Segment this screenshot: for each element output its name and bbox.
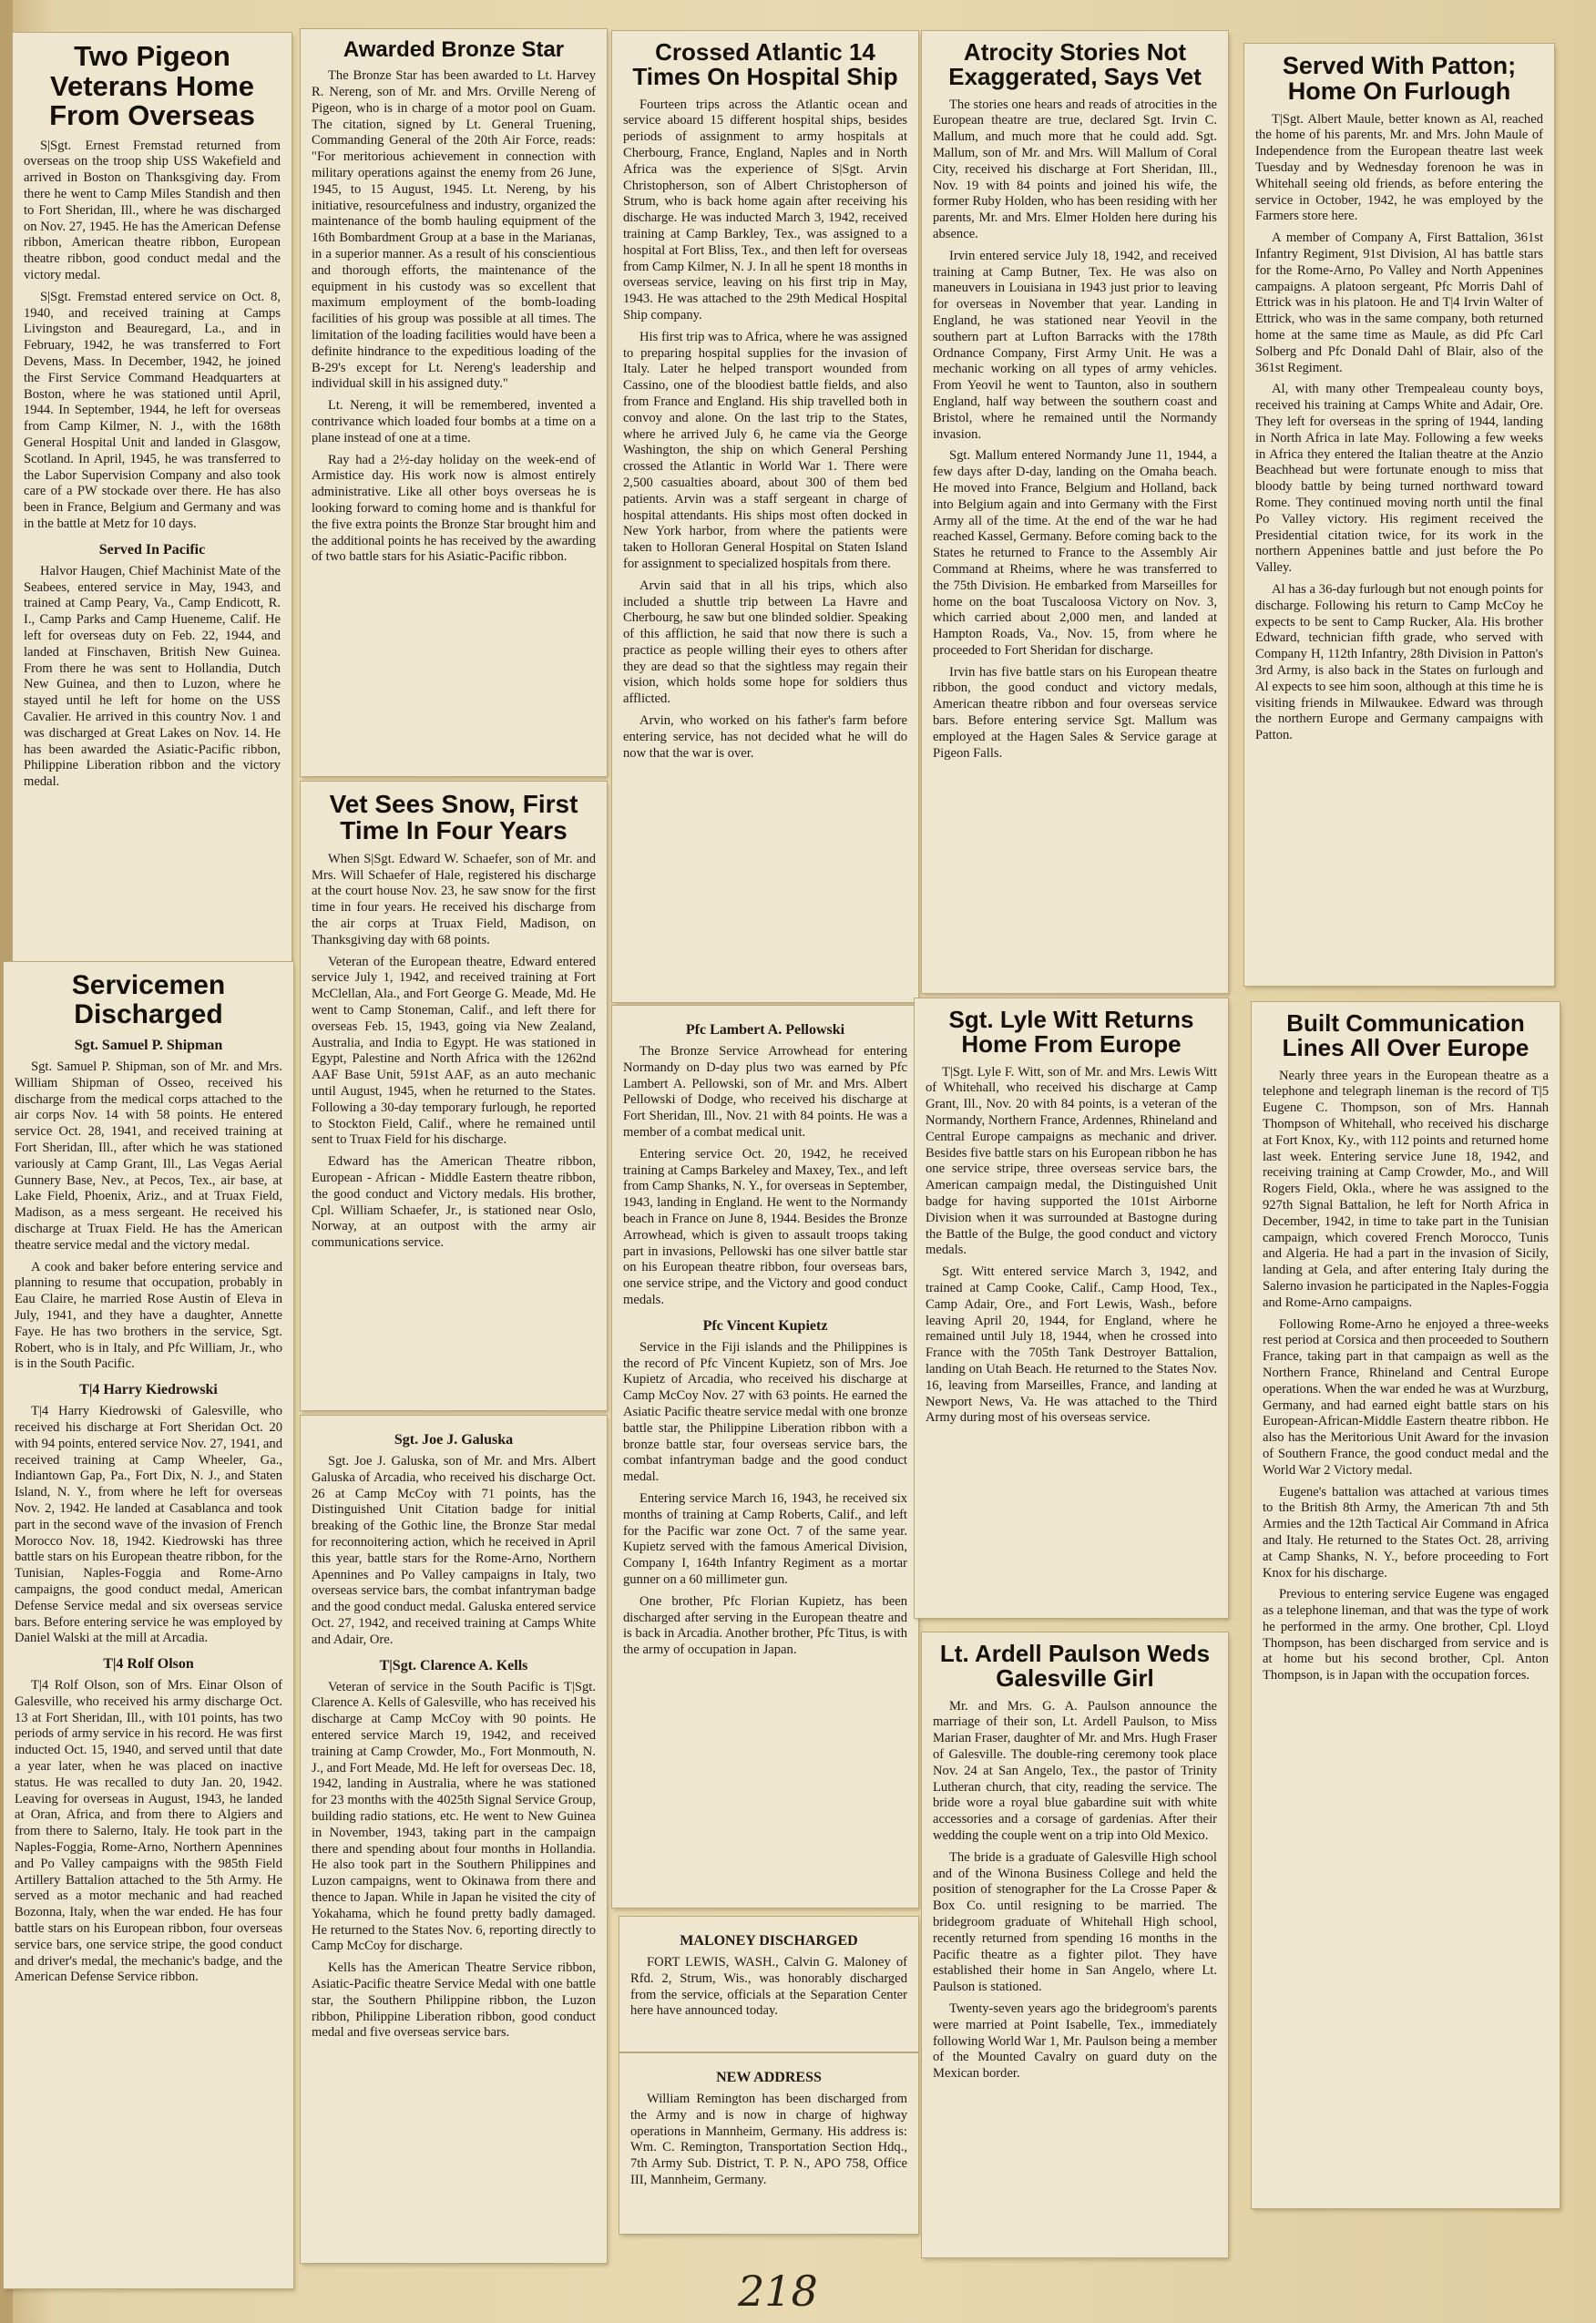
paragraph: Lt. Nereng, it will be remembered, invented a contrivance which loaded four bombs at a time on a plane instead of one at a time. <box>312 398 596 445</box>
headline: Awarded Bronze Star <box>343 37 565 62</box>
paragraph: The stories one hears and reads of atrocities in the European theatre are true, declared Sgt. Irvin C. Mallum, and much more that he could add. Sgt. Mallum, son of Mr. and Mrs. Will Mallum of Coral City, received his discharge at Fort Sheridan, Ill., Nov. 19 with 84 points and joined his wife, the former Ruby Holden, who has been residing with her parents, Mr. and Mrs. Elmer Holden here during his absence. <box>933 97 1217 241</box>
headline: Servicemen Discharged <box>71 970 226 1029</box>
subheading: Pfc Lambert A. Pellowski <box>685 1022 845 1038</box>
paragraph: The Bronze Service Arrowhead for entering Normandy on D-day plus two was earned by Pfc Lambert A. Pellowski, son of Mr. and Mrs. Albert Pellowski of Dodge, who received his discharge at Fort Sheridan, Ill., Nov. 21 with 84 points. He was a member of a combat medical unit. <box>623 1044 907 1140</box>
paragraph: S|Sgt. Fremstad entered service on Oct. 8, 1940, and received training at Camps Livingston and Beauregard, La., and in February, 1942, he was transferred to Fort Devens, Mass. In December, 1942, he joined the First Service Command Headquarters at Boston, where he was stationed until April, 1944. In September, 1944, he left for overseas from Camp Kilmer, N. J., with the 168th General Hospital Unit and landed in Glasgow, Scotland. In April, 1945, he was transferred to the Labor Supervision Company and also took care of a PW stockade over there. He has also been in France, Belgium and Germany and was in the battle at Metz for 10 days. <box>24 289 281 531</box>
subheading: T|4 Harry Kiedrowski <box>79 1382 218 1398</box>
paragraph: The Bronze Star has been awarded to Lt. Harvey R. Nereng, son of Mr. and Mrs. Orville Nereng of Pigeon, who is in charge of a motor pool on Guam. The citation, signed by Lt. General Truening, Commanding General of the 20th Air Force, reads: "For meritorious achievement in connection with military operations against the enemy from 26 June, 1945, to 15 August, 1945. Lt. Nereng, by his initiative, resourcefulness and industry, organized the maintenance of the bomb hauling equipment of the 16th Bombardment Group at a base in the Marianas, in a superior manner. As a result of his conscientious and thorough efforts, the maintenance of the equipment in his custody was so excellent that maximum employment of the bomb-loading facilities of his group was possible at all times. The limitation of the loading facilities would have been a definite hindrance to the expeditious loading of the B-29's except for Lt. Nereng's leadership and individual skill in his assigned duty." <box>312 68 596 392</box>
clipping-served-with-patton <box>1244 44 1554 986</box>
paragraph: T|4 Harry Kiedrowski of Galesville, who received his discharge at Fort Sheridan Oct. 20 with 94 points, entered service Nov. 27, 1941, and received training at Camp Wheeler, Ga., Indiantown Gap, Pa., Fort Dix, N. J., and Staten Island, N. Y., from where he left for overseas Nov. 2, 1942. He landed at Casablanca and took part in the second wave of the invasion of French Morocco Nov. 18, 1942. Kiedrowski has three battle stars on his European theatre ribbon, for the Tunisian, Naples-Foggia and Rome-Arno campaigns, the good conduct medal, American Defense Service medal and six overseas service bars. Before entering service he was employed by Daniel Walski at the mill at Arcadia. <box>15 1404 282 1646</box>
paragraph: Sgt. Samuel P. Shipman, son of Mr. and Mrs. William Shipman of Osseo, received his discharge from the medical corps attached to the air corps Nov. 14 with 58 points. He entered service Oct. 28, 1941, and received training at Fort Sheridan, Ill., after which he was stationed variously at Camp Grant, Ill., Las Vegas Aerial Gunnery Base, Nev., at Pecos, Tex., air base, at Lake Field, Phoenix, Ariz., and at Truax Field, Madison, as a mess sergeant. He received his discharge at Truax Field. He has the American theatre service medal and the victory medal. <box>15 1059 282 1253</box>
headline: Sgt. Lyle Witt Returns Home From Europe <box>948 1006 1194 1059</box>
clipping-galuska-kells <box>301 1416 607 2263</box>
headline: Atrocity Stories Not Exaggerated, Says Vet <box>948 38 1202 91</box>
paragraph: A member of Company A, First Battalion, 361st Infantry Regiment, 91st Division, Al has battle stars for the Rome-Arno, Po Valley and North Appenines campaigns. A platoon sergeant, Pfc Morris Dahl of Ettrick was in his platoon. He and T|4 Irvin Walter of Ettrick, who was in the same company, both returned home at the same time as Maule, as did Pfc Carl Solberg and Pfc Donald Dahl of Blair, also of the 361st Regiment. <box>1255 230 1543 375</box>
paragraph: Veteran of the European theatre, Edward entered service July 1, 1942, and received training at Fort McClellan, Ala., and Fort George G. Meade, Md. He went to Camp Stoneman, Calif., and left there for overseas Feb. 15, 1943, going via New Zealand, Australia, and India to Egypt. He was stationed in Egypt, Palestine and North Africa with the 1262nd AAF Base Unit, 591st AAF, as an auto mechanic until August, 1945, when he returned to the States. Following a 30-day temporary furlough, he reported to Stockton Field, Calif., where he remained until sent to Truax Field for his discharge. <box>312 954 596 1148</box>
clipping-lyle-witt <box>915 998 1228 1618</box>
paragraph: Arvin, who worked on his father's farm before entering service, has not decided what he will do now that the war is over. <box>623 713 907 761</box>
subheading: Sgt. Joe J. Galuska <box>394 1432 514 1448</box>
clipping-awarded-bronze-star <box>301 29 607 776</box>
paragraph: Twenty-seven years ago the bridegroom's parents were married at Point Isabelle, Tex., immediately following World War 1, Mr. Paulson being a member of the Mounted Cavalry on guard duty on the Mexican border. <box>933 2001 1217 2082</box>
paragraph: T|Sgt. Lyle F. Witt, son of Mr. and Mrs. Lewis Witt of Whitehall, who received his discharge at Camp Grant, Ill., Nov. 20 with 84 points, is a veteran of the Normandy, Northern France, Ardennes, Rhineland and Central Europe campaigns as mechanic and driver. Besides five battle stars on his European ribbon he has one service stripe, three overseas service bars, the American campaign medal, the Distinguished Unit badge for having supported the 101st Airborne Division when it was surrounded at Bastogne during the Battle of the Bulge, the good conduct and victory medals. <box>926 1064 1217 1258</box>
paragraph: Sgt. Joe J. Galuska, son of Mr. and Mrs. Albert Galuska of Arcadia, who received his discharge Oct. 26 at Camp McCoy with 71 points, has the Distinguished Unit Citation badge for initial breaking of the Gothic line, the Bronze Star medal for reconnoitering action, which he received in April this year, battle stars for the Rome-Arno, Northern Apennines and Po Valley campaigns in Italy, two overseas service bars, the combat infantryman badge and the good conduct medal. Galuska entered service Oct. 27, 1942, and received training at Camps White and Adair, Ore. <box>312 1454 596 1647</box>
paragraph: Mr. and Mrs. G. A. Paulson announce the marriage of their son, Lt. Ardell Paulson, to Miss Marian Fraser, daughter of Mr. and Mrs. Hugh Fraser of Galesville. The double-ring ceremony took place Nov. 24 at San Angelo, Tex., the pastor of Trinity Lutheran church, that city, reading the service. The bride wore a royal blue gabardine suit with white accessories and a corsage of gardenias. After their wedding the couple went on a trip into Old Mexico. <box>933 1698 1217 1843</box>
clipping-new-address <box>619 2053 918 2234</box>
headline: Vet Sees Snow, First Time In Four Years <box>329 790 578 845</box>
subheading: NEW ADDRESS <box>716 2070 822 2085</box>
clipping-two-pigeon-veterans <box>13 33 292 962</box>
paragraph: S|Sgt. Ernest Fremstad returned from overseas on the troop ship USS Wakefield and arrived in Boston on Thanksgiving day. From there he went to Camp Miles Standish and then to Fort Sheridan, Ill., where he was discharged on Nov. 27, 1945. He has the American Defense ribbon, American theatre ribbon, European theatre ribbon, good conduct medal and the victory medal. <box>24 138 281 283</box>
paragraph: Irvin entered service July 18, 1942, and received training at Camp Butner, Tex. He was also on maneuvers in Louisiana in 1943 just prior to leaving for overseas in November that year. Landing in England, he was stationed near Yeovil in the southern part at Lufton Barracks with the 178th Ordnance Company, First Army Unit. He was a mechanic working on all types of army vehicles. From Yeovil he went to Taunton, also in southern England, half way between the southern coast and Bristol, where he remained until the Normandy invasion. <box>933 248 1217 442</box>
paragraph: T|4 Rolf Olson, son of Mrs. Einar Olson of Galesville, who received his army discharge Oct. 13 at Fort Sheridan, Ill., with 101 points, has two periods of army service in his record. He was first inducted Oct. 15, 1940, and served until that date a year later, when he was placed on inactive status. He was recalled to duty Jan. 20, 1942. Leaving for overseas in August, 1943, he landed at Oran, Africa, and from there to Algiers and from there to Salerno, Italy. He took part in the Naples-Foggia, Rome-Arno, Northern Apennines and Po Valley campaigns with the 985th Field Artillery Battalion attached to the 5th Army. He served as a motor mechanic and had reached Bozonna, Italy, when the war ended. He has four battle stars on his European ribbon, four overseas service bars, one service stripe, the good conduct and driver's medal, the mechanic's badge, and the American Defense Service ribbon. <box>15 1678 282 1985</box>
clipping-ardell-paulson <box>922 1632 1228 2257</box>
paragraph: When S|Sgt. Edward W. Schaefer, son of Mr. and Mrs. Will Schaefer of Hale, registered his discharge at the court house Nov. 23, he saw snow for the first time in four years. He received his discharge from the air corps at Truax Field, Madison, on Thanksgiving day with 68 points. <box>312 851 596 947</box>
handwritten-page-number: 218 <box>738 2267 818 2316</box>
paragraph: Arvin said that in all his trips, which also included a shuttle trip between La Havre and Cherbourg, he saw but one blinded soldier. Speaking of this affliction, he said that now there is such a practice as people willing their eyes to others after they are dead so that the sightless may regain their vision, which holds some hope for soldiers thus afflicted. <box>623 578 907 707</box>
article-body <box>24 138 281 791</box>
clipping-vet-sees-snow <box>301 782 607 1410</box>
clipping-servicemen-discharged <box>4 962 293 2288</box>
paragraph: William Remington has been discharged from the Army and is now in charge of highway operations in Mannheim, Germany. His address is: Wm. C. Remington, Transportation Section Hdq., 7th Army Sub. District, T. P. N., APO 758, Office III, Mannheim, Germany. <box>630 2092 907 2187</box>
paragraph: Sgt. Mallum entered Normandy June 11, 1944, a few days after D-day, landing on the Omaha beach. He moved into France, Belgium and Holland, back into Belgium again and into Germany with the First Army all of the time. At the end of the war he had reached Kassel, Germany. Before coming back to the States he returned to France to the Assembly Air Command at Rheims, where he was transferred to the 75th Division. He embarked from Marseilles for home on the boat Tuscaloosa Victory on Nov. 3, which carried about 2,000 men, and landed at Hampton Roads, Va., Nov. 15, from where he proceeded to Fort Sheridan for discharge. <box>933 448 1217 658</box>
paragraph: Sgt. Witt entered service March 3, 1942, and trained at Camp Cooke, Calif., Camp Hood, Tex., Camp Adair, Ore., and Fort Lewis, Wash., before leaving April 20, 1944, for England, where he remained until July 18, 1944, when he crossed into France with the 705th Tank Destroyer Battalion, landing on Utah Beach. He returned to the States Nov. 16, leaving from Marseilles, France, and landing at Newport News, Va. He was attached to the Third Army during most of his overseas service. <box>926 1264 1217 1426</box>
paragraph: Fourteen trips across the Atlantic ocean and service aboard 15 different hospital ships, besides periods of assignment to army hospitals at Cherbourg, France, England, Naples and in North Africa was the experience of S|Sgt. Arvin Christopherson, son of Albert Christopherson of Strum, who is back home again after receiving his discharge. He was inducted March 3, 1942, received training at Camp Barkley, Tex., was assigned to a hospital at Fort Bliss, Tex., and then left for overseas from Camp Kilmer, N. J. In all he spent 18 months in overseas service, leaving on his first trip in May, 1943. He was attached to the 29th Medical Hospital Ship company. <box>623 97 907 322</box>
paragraph: Service in the Fiji islands and the Philippines is the record of Pfc Vincent Kupietz, son of Mrs. Joe Kupietz of Arcadia, who received his discharge at Camp McCoy Nov. 27 with 63 points. He earned the Asiatic Pacific theatre service medal with one bronze battle star, the Philippine Liberation ribbon with a bronze battle star, four overseas service bars, the combat infantryman badge and the good conduct medal. <box>623 1339 907 1485</box>
paragraph: Nearly three years in the European theatre as a telephone and telegraph lineman is the record of T|5 Eugene C. Thompson, son of Mrs. Hannah Thompson of Whitehall, who received his discharge at Fort Knox, Ky., with 112 points and returned home last week. Entering service June 18, 1942, and receiving training at Camp Crowder, Mo., and Will Rogers Field, Okla., where he was assigned to the 927th Signal Battalion, he left for North Africa in December, 1942, in time to take part in the Tunisian campaign, which covered French Morocco, Tunis and Algeria. He had a part in the invasion of Sicily, landing at Gela, and after entering Italy during the Salerno invasion he participated in the Naples-Foggia and Rome-Arno campaigns. <box>1263 1068 1549 1310</box>
headline: Served With Patton; Home On Furlough <box>1282 52 1517 106</box>
paragraph: A cook and baker before entering service and planning to resume that occupation, probably in Eau Claire, he married Rose Austin of Eleva in July, 1941, and they have a daughter, Annette Faye. He has two brothers in the service, Sgt. Robert, who is in Italy, and Pfc William, Jr., who is in the South Pacific. <box>15 1259 282 1372</box>
subheading: Sgt. Samuel P. Shipman <box>74 1038 223 1053</box>
headline: Two Pigeon Veterans Home From Overseas <box>49 40 255 132</box>
paragraph: Eugene's battalion was attached at various times to the British 8th Army, the American 7th and 5th Armies and the 12th Tactical Air Command in Africa and Italy. He returned to the States Oct. 28, arriving at Camp Shanks, N. Y., before proceeding to Fort Knox for his discharge. <box>1263 1484 1549 1581</box>
headline: Crossed Atlantic 14 Times On Hospital Ship <box>632 38 898 91</box>
subheading: MALONEY DISCHARGED <box>680 1933 858 1949</box>
clipping-crossed-atlantic <box>612 31 918 1002</box>
paragraph: FORT LEWIS, WASH., Calvin G. Maloney of Rfd. 2, Strum, Wis., was honorably discharged from the service, officials at the Separation Center here have announced today. <box>630 1955 907 2019</box>
clipping-pellowski-kupietz <box>612 1006 918 1908</box>
paragraph: Entering service March 16, 1943, he received six months of training at Camp Roberts, Calif., and left for the Pacific war zone Oct. 7 of the same year. Kupietz served with the famous Americal Division, Company I, 164th Infantry Regiment as a mortar gunner on a 60 millimeter gun. <box>623 1490 907 1587</box>
paragraph: Edward has the American Theatre ribbon, European - African - Middle Eastern theatre ribbon, the good conduct and Victory medals. His brother, Cpl. William Schaefer, Jr., is stationed near Oslo, Norway, at an outpost with the army air communications service. <box>312 1154 596 1251</box>
clipping-built-communication-lines <box>1252 1002 1560 2208</box>
subheading: T|4 Rolf Olson <box>103 1656 194 1673</box>
paragraph: Previous to entering service Eugene was engaged as a telephone lineman, and that was the type of work he performed in the army. One brother, Cpl. Lloyd Thompson, has been discharged from service and is at home but his second brother, Cpl. Anton Thompson, is in Japan with the occupation forces. <box>1263 1587 1549 1683</box>
paragraph: Al, with many other Trempealeau county boys, received his training at Camps White and Adair, Ore. They left for overseas in the spring of 1944, landing in North Africa in late May. Following a few weeks in Africa they entered the Italian theatre at the Anzio Beachhead but were fortunate enough to miss that bloody battle by being turned northward toward Rome. They continued moving north until the final Po Valley victory. His regiment received the Presidential citation twice, for its work in the northern Appenines battle and just before the Po Valley. <box>1255 382 1543 576</box>
paragraph: Entering service Oct. 20, 1942, he received training at Camps Barkeley and Maxey, Tex., and left from Camp Shanks, N. Y., for overseas in September, 1943, landing in England. He went to the Normandy beach in France on June 8, 1944. Besides the Bronze Arrowhead, which is given to assault troops taking part in invasions, Pellowski has one silver battle star on his European theatre ribbon, four overseas bars, one service stripe, and the Victory and good conduct medals. <box>623 1146 907 1307</box>
paragraph: Kells has the American Theatre Service ribbon, Asiatic-Pacific theatre Service Medal with one battle star, the Southern Philippine ribbon, the Luzon ribbon, Philippine Liberation ribbon, good conduct medal and five overseas service bars. <box>312 1960 596 2041</box>
paragraph: Halvor Haugen, Chief Machinist Mate of the Seabees, entered service in May, 1943, and trained at Camp Peary, Va., Camp Endicott, R. I., Camp Parks and Camp Hueneme, Calif. He left for overseas duty on Feb. 22, 1944, and landed at Finschaven, British New Guinea. From there he was sent to Hollandia, Dutch New Guinea, and then to Luzon, where he stayed until he left for home on the USS Cavalier. He arrived in this country Nov. 1 and was discharged at Great Lakes on Nov. 14. He has been awarded the Asiatic-Pacific ribbon, Philippine Liberation ribbon and the victory medal. <box>24 563 281 790</box>
clipping-maloney-discharged <box>619 1917 918 2052</box>
headline: Built Communication Lines All Over Europe <box>1282 1009 1530 1062</box>
paragraph: Irvin has five battle stars on his European theatre ribbon, the good conduct and victory medals, American theatre ribbon and four overseas service bars. Before entering service Sgt. Mallum was employed at the Hagen Sales & Service garage at Pigeon Falls. <box>933 664 1217 761</box>
headline: Lt. Ardell Paulson Weds Galesville Girl <box>939 1640 1211 1693</box>
clipping-atrocity-stories <box>922 31 1228 993</box>
paragraph: His first trip was to Africa, where he was assigned to preparing hospital supplies for the invasion of Italy. Later he helped transport wounded from Cassino, one of the bloodiest battle fields, and also from France and England. His ship travelled both in convoy and alone. On the last trip to the States, where he arrived July 6, he came via the George Washington, the ship on which General Pershing crossed the Atlantic in World War 1. There were 2,500 casualties aboard, about 300 of them bed patients. Arvin was a staff sergeant in charge of hospital attendants. His ships most often docked in New York harbor, from where the patients were taken to Holloran General Hospital on Staten Island for assignment to specialized hospitals from there. <box>623 329 907 571</box>
paragraph: Al has a 36-day furlough but not enough points for discharge. Following his return to Camp McCoy he expects to be sent to Camp Rucker, Ala. His brother Edward, technician fifth grade, who served with Company H, 112th Infantry, 28th Division in Patton's 3rd Army, is also back in the States on furlough and Al expects to see him soon, although at this time he is visiting friends in Milwaukee. Edward was through the northern Europe and Germany campaigns with Patton. <box>1255 582 1543 743</box>
paragraph: One brother, Pfc Florian Kupietz, has been discharged after serving in the European theatre and is back in Arcadia. Another brother, Pfc Titus, is with the army of occupation in Japan. <box>623 1593 907 1658</box>
paragraph: Veteran of service in the South Pacific is T|Sgt. Clarence A. Kells of Galesville, who has received his discharge at Camp McCoy with 90 points. He entered service March 19, 1942, and received training at Camp Crowder, Mo., Fort Monmouth, N. J., and Fort Meade, Md. He left for overseas Dec. 18, 1942, landing in Australia, where he was stationed for 23 months with the 4025th Signal Service Group, building radio stations, etc. He went to New Guinea in November, 1943, taking part in the campaign there and spending about four months in Hollandia. He also took part in the Southern Philippines and Luzon campaigns, went to Okinawa from there and thence to Japan. While in Japan he visited the city of Yokahama, which he found pretty badly damaged. He returned to the States Nov. 6, reporting directly to Camp McCoy for discharge. <box>312 1679 596 1954</box>
subheading: Pfc Vincent Kupietz <box>702 1317 828 1334</box>
paragraph: The bride is a graduate of Galesville High school and of the Winona Business College and held the position of stenographer for the La Crosse Paper & Box Co. until resigning to be married. The bridegroom graduate of Whitehall High school, recently returned from spending 16 months in the Pacific theatre as a fighter pilot. They have established their home in San Angelo, where Lt. Paulson is stationed. <box>933 1849 1217 1995</box>
paragraph: Following Rome-Arno he enjoyed a three-weeks rest period at Corsica and then proceeded to Southern France, taking part in that campaign as well as the Northern France, Rhineland and Central Europe operations. When the war ended he was at Wurzburg, Germany, and had earned eight battle stars on his European-African-Middle Eastern theatre ribbon. He also has the Meritorious Unit Award for the invasion of Southern France, the good conduct medal and the World War 2 Victory medal. <box>1263 1316 1549 1478</box>
subheading: Served In Pacific <box>98 541 206 558</box>
paragraph: Ray had a 2½-day holiday on the week-end of Armistice day. His work now is almost entirely administrative. Like all other boys overseas he is looking forward to coming home and is thankful for the five extra points the Bronze Star brought him and the additional points he has received by the awarding of two battle stars for his Asiatic-Pacific ribbon. <box>312 452 596 565</box>
paragraph: T|Sgt. Albert Maule, better known as Al, reached the home of his parents, Mr. and Mrs. John Maule of Independence from the European theatre last week Tuesday and by Wednesday forenoon he was in Whitehall seeing old friends, as before entering the service in October, 1942, he was employed by the Farmers store here. <box>1255 111 1543 224</box>
subheading: T|Sgt. Clarence A. Kells <box>379 1657 528 1673</box>
